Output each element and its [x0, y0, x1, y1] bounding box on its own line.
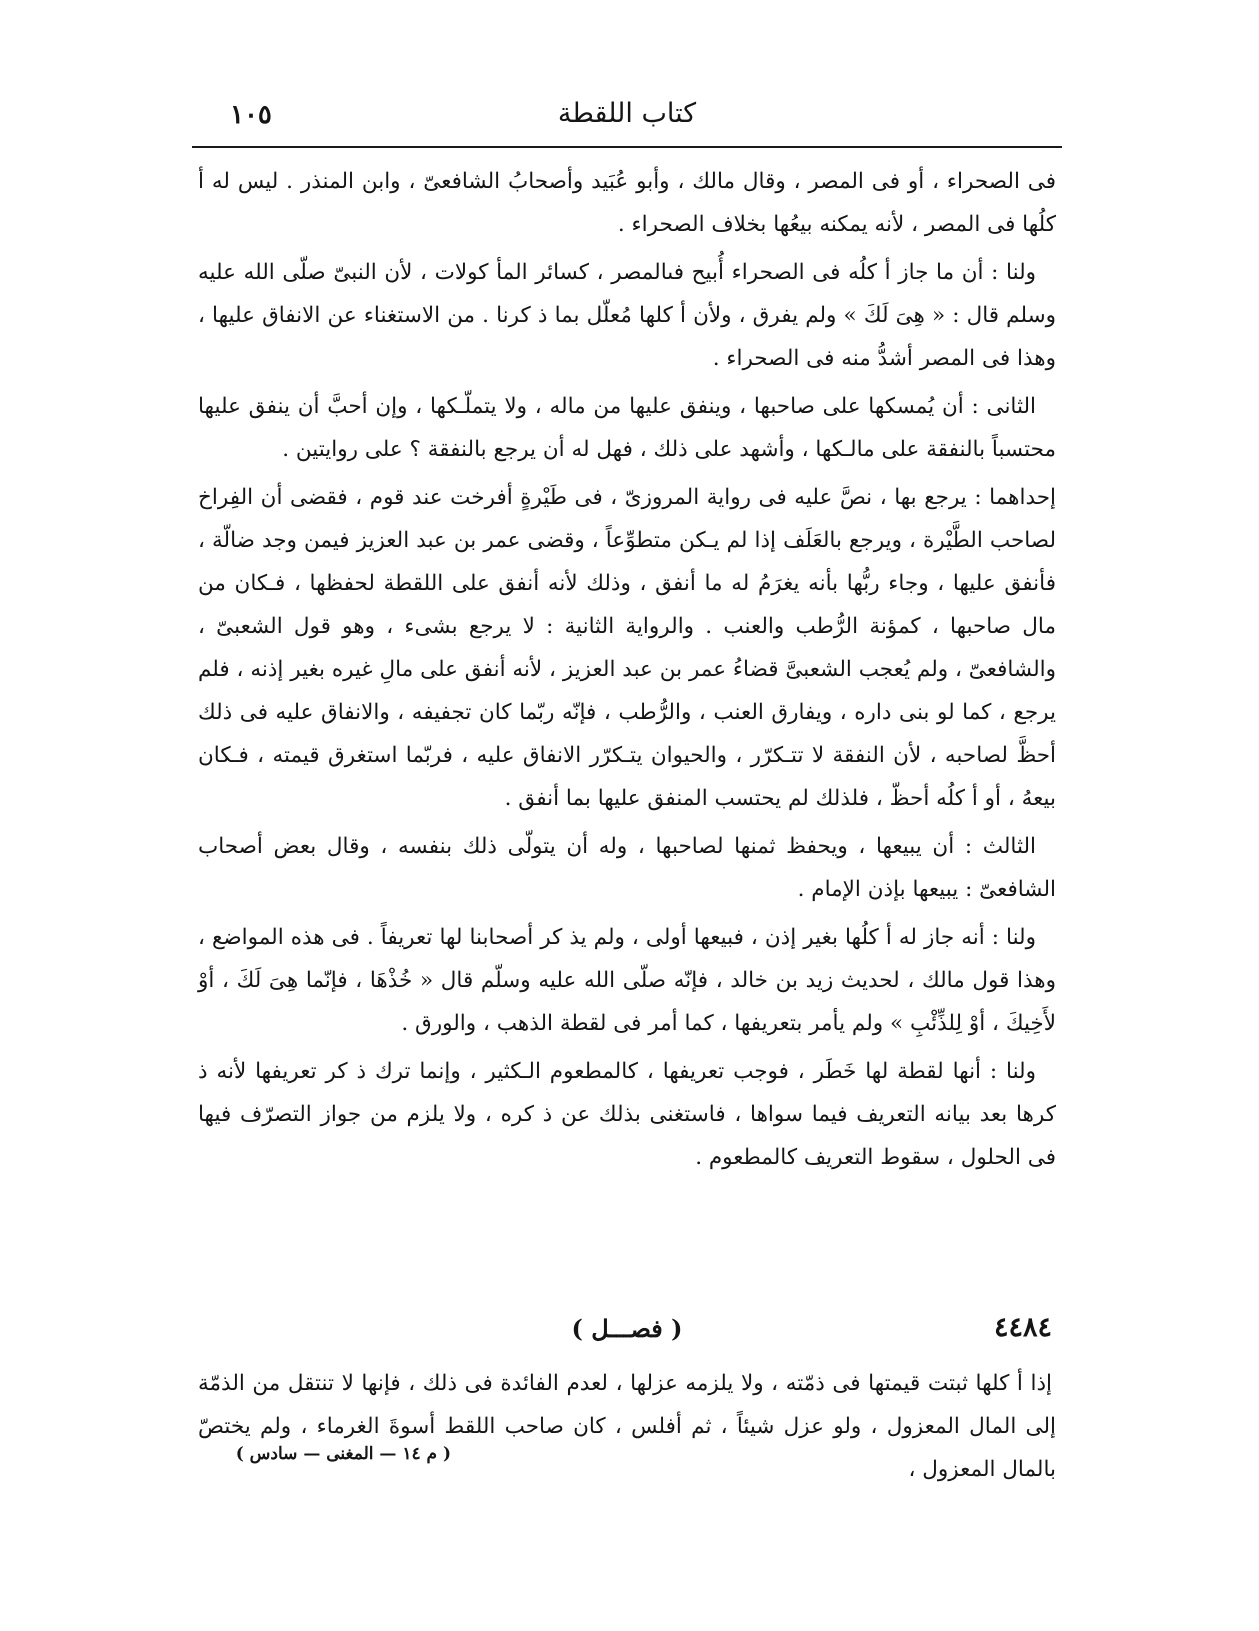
page-number: ١٠٥ — [230, 100, 272, 130]
page-header — [192, 88, 1062, 144]
printer-signature: ( م ١٤ — المغنى — سادس ) — [235, 1444, 451, 1464]
paragraph: ولنا : أنها لقطة لها خَطَر ، فوجب تعريفها ، كالمطعوم الـكثير ، وإنما ترك ذ كر تعريفها لأنه ذ كرها بعد بيانه التعريف فيما سواها ، فاستغنى بذلك عن ذ كره ، ولا يلزم من جواز التصرّف فيها فى الحلول ، سقوط التعريف كالمطعوم . — [198, 1059, 1056, 1170]
section-title: ( فصـــل ) — [571, 1314, 683, 1343]
paragraph: الثالث : أن يبيعها ، ويحفظ ثمنها لصاحبها ، وله أن يتولّى ذلك بنفسه ، وقال بعض أصحاب الشافعىّ : يبيعها بإذن الإمام . — [198, 834, 1056, 902]
section-heading — [198, 1310, 1056, 1354]
main-text — [198, 160, 1056, 1184]
section-number: ٤٤٨٤ — [993, 1312, 1052, 1343]
paragraph: ولنا : أن ما جاز أ كلُه فى الصحراء أُبيح فىالمصر ، كسائر المأ كولات ، لأن النبىّ صلّى الله عليه وسلم قال : « هِىَ لَكَ » ولم يفرق ، ولأن أ كلها مُعلّل بما ذ كرنا . من الاستغناء عن الانفاق عليها ، وهذا فى المصر أشدُّ منه فى الصحراء . — [198, 260, 1056, 371]
paragraph: إذا أ كلها ثبتت قيمتها فى ذمّته ، ولا يلزمه عزلها ، لعدم الفائدة فى ذلك ، فإنها لا تنتقل من الذمّة إلى المال المعزول ، ولو عزل شيئاً ، ثم أفلس ، كان صاحب اللقط أسوةَ الغرماء ، ولم يختصّ بالمال المعزول ، — [198, 1371, 1056, 1482]
header-rule — [192, 146, 1062, 148]
section-text — [198, 1362, 1056, 1491]
paragraph: الثانى : أن يُمسكها على صاحبها ، وينفق عليها من ماله ، ولا يتملّـكها ، وإن أحبَّ أن ينفق عليها محتسباً بالنفقة على مالـكها ، وأشهد على ذلك ، فهل له أن يرجع بالنفقة ؟ على روايتين . — [198, 394, 1056, 462]
running-title: كتاب اللقطة — [557, 98, 697, 129]
paragraph: فى الصحراء ، أو فى المصر ، وقال مالك ، وأبو عُبَيد وأصحابُ الشافعىّ ، وابن المنذر . ليس له أ كلُها فى المصر ، لأنه يمكنه بيعُها بخلاف الصحراء . — [198, 169, 1056, 237]
paragraph: إحداهما : يرجع بها ، نصَّ عليه فى رواية المروزىّ ، فى طَيْرةٍ أفرخت عند قوم ، فقضى أن الفِراخ لصاحب الطَّيْرة ، ويرجع بالعَلَف إذا لم يـكن متطوِّعاً ، وقضى عمر بن عبد العزيز فيمن وجد ضالّة ، فأنفق عليها ، وجاء ربُّها بأنه يغرَمُ له ما أنفق ، وذلك لأنه أنفق على اللقطة لحفظها ، فـكان من مال صاحبها ، كمؤنة الرُّطب والعنب . والرواية الثانية : لا يرجع بشىء ، وهو قول الشعبىّ ، والشافعىّ ، ولم يُعجب الشعبىَّ قضاءُ عمر بن عبد العزيز ، لأنه أنفق على مالِ غيره بغير إذنه ، فلم يرجع ، كما لو بنى داره ، ويفارق العنب ، والرُّطب ، فإنّه ربّما كان تجفيفه ، والانفاق عليه فى ذلك أحظَّ لصاحبه ، لأن النفقة لا تتـكرّر ، والحيوان يتـكرّر الانفاق عليه ، فربّما استغرق قيمته ، فـكان بيعهُ ، أو أ كلُه أحظّ ، فلذلك لم يحتسب المنفق عليها بما أنفق . — [198, 485, 1056, 811]
paragraph: ولنا : أنه جاز له أ كلُها بغير إذن ، فبيعها أولى ، ولم يذ كر أصحابنا لها تعريفاً . فى هذه المواضع ، وهذا قول مالك ، لحديث زيد بن خالد ، فإنّه صلّى الله عليه وسلّم قال « خُذْهَا ، فإنّما هِىَ لَكَ ، أوْ لأَخِيكَ ، أوْ لِلذِّئْبِ » ولم يأمر بتعريفها ، كما أمر فى لقطة الذهب ، والورق . — [198, 925, 1056, 1036]
